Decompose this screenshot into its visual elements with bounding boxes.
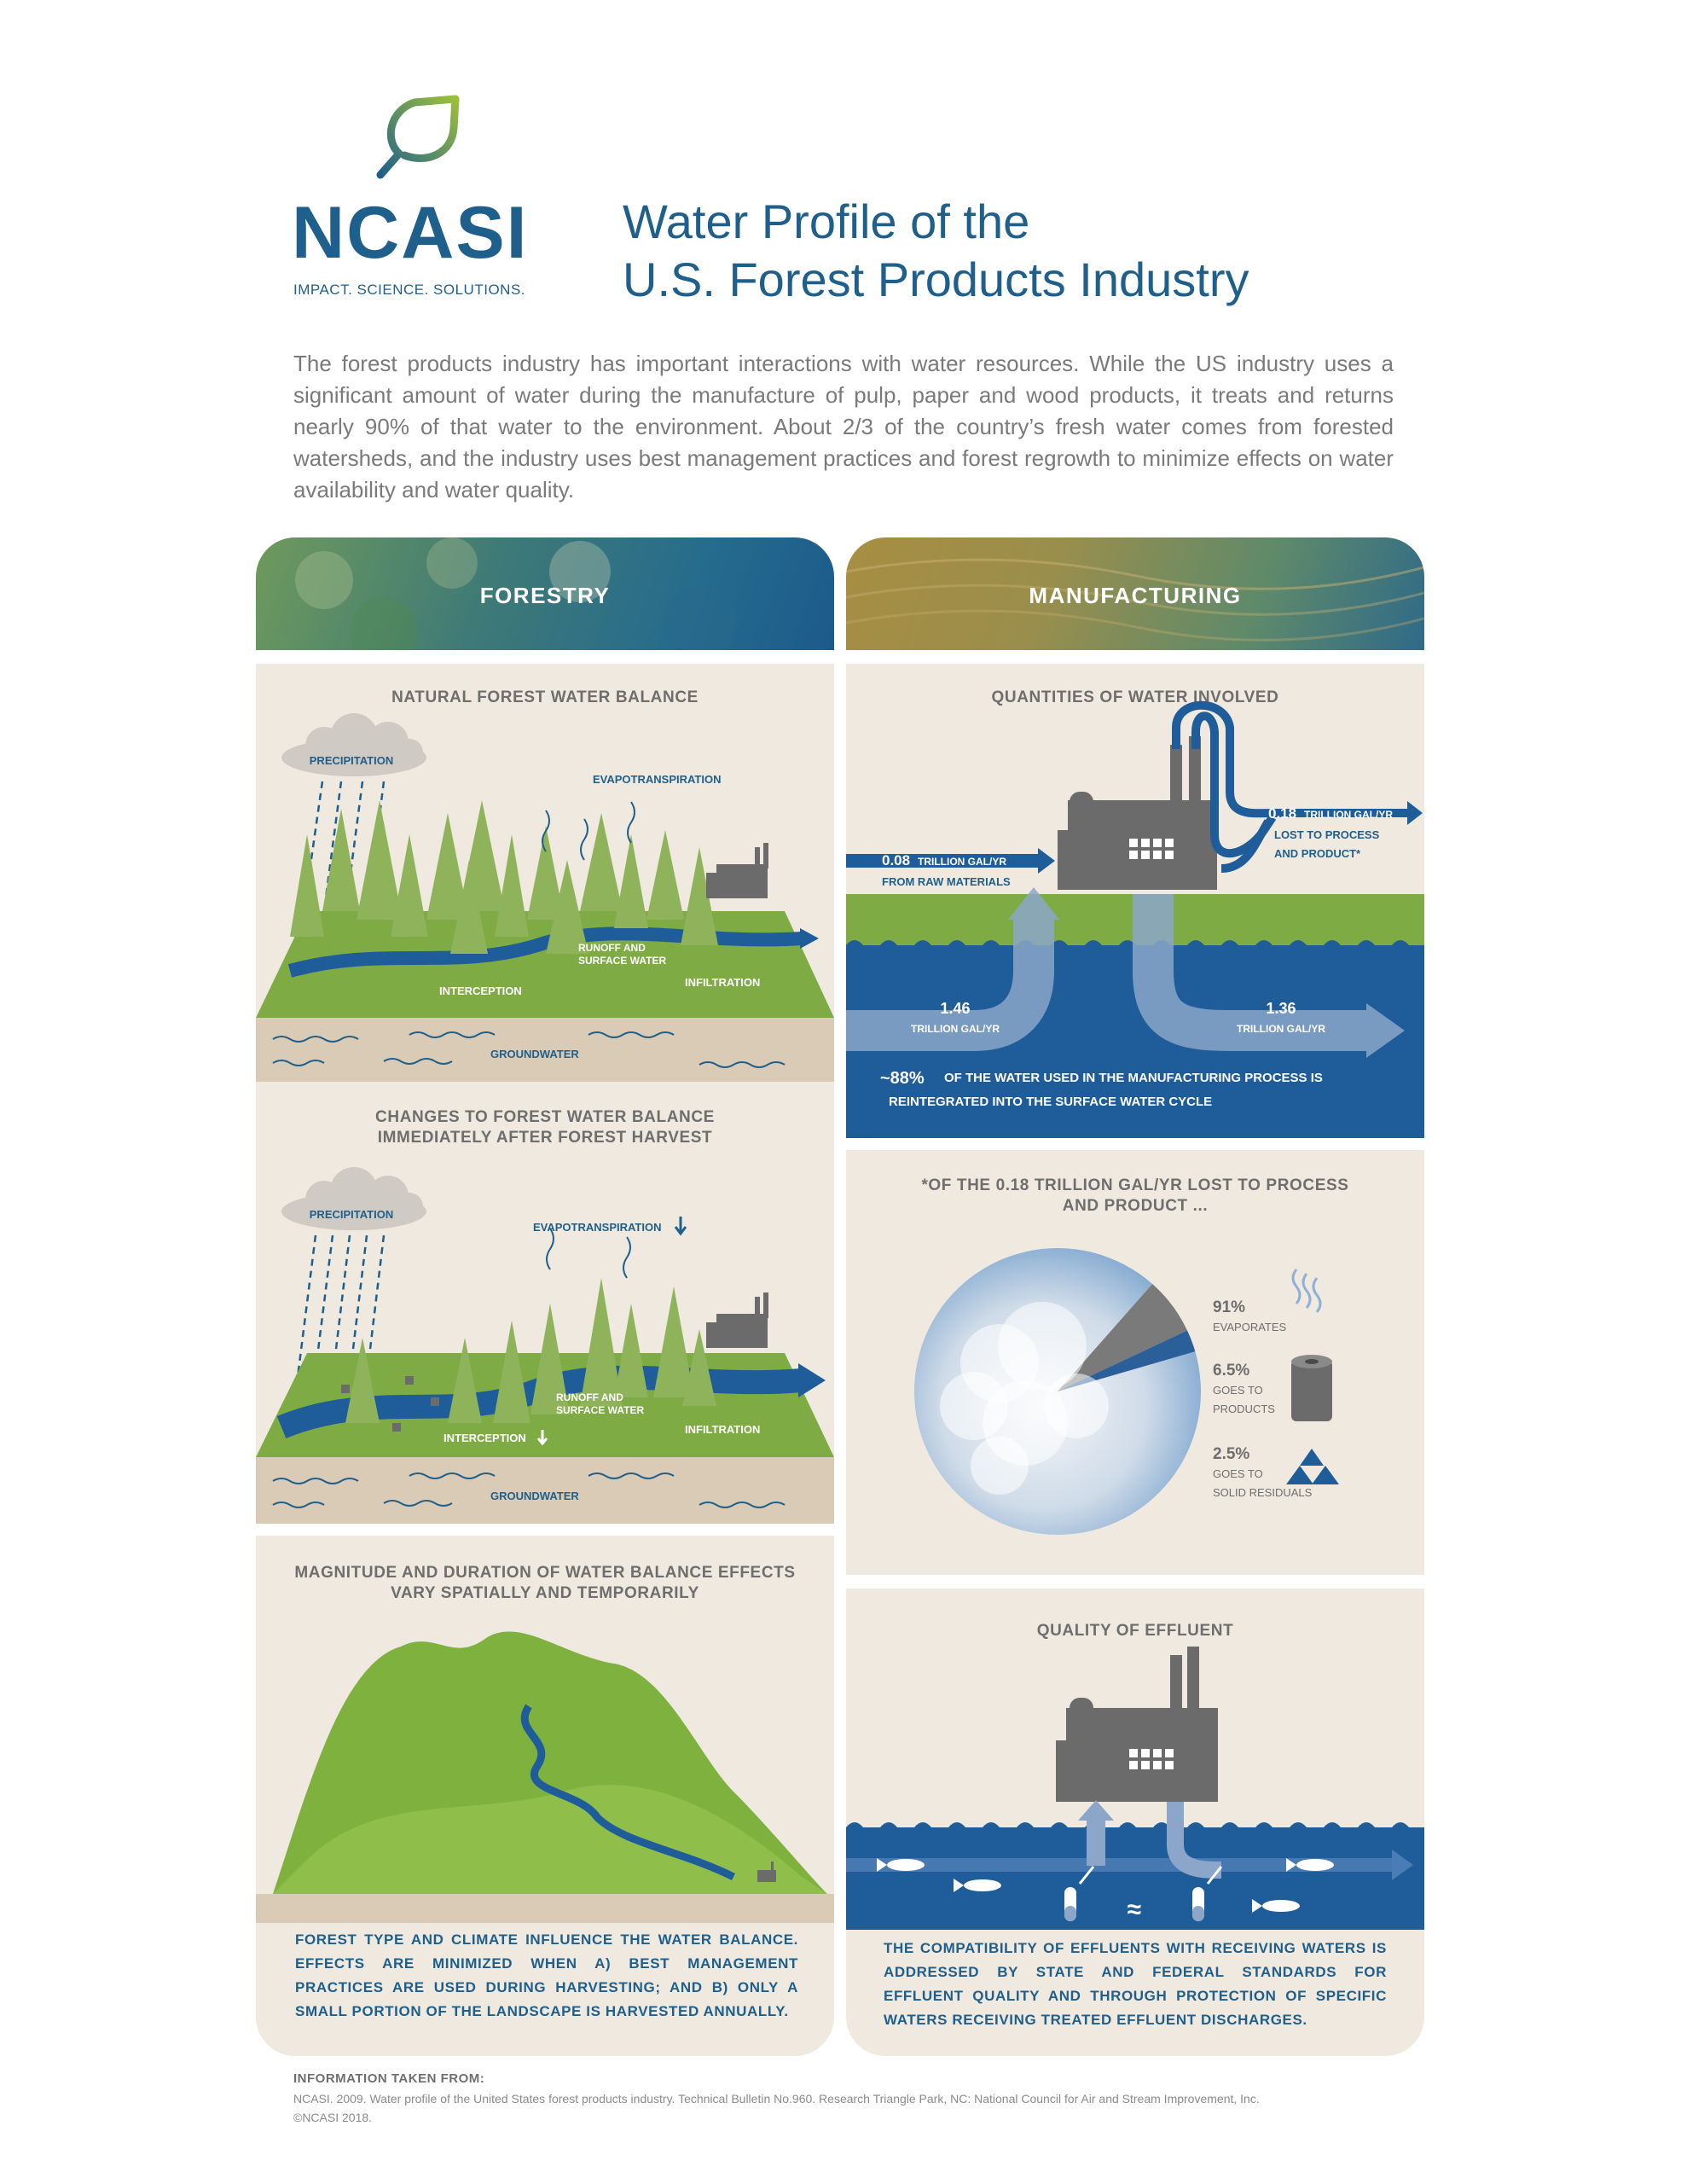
legend-pct-evaporates: 91% xyxy=(1213,1298,1246,1316)
reintegrated-text-2: REINTEGRATED INTO THE SURFACE WATER CYCLE xyxy=(889,1095,1213,1109)
lost-label-1: LOST TO PROCESS xyxy=(1274,828,1380,841)
legend-label-residuals-1: GOES TO xyxy=(1213,1467,1263,1480)
raw-label: FROM RAW MATERIALS xyxy=(882,875,1011,888)
forestry-header-label: FORESTRY xyxy=(479,583,611,608)
quality-title: QUALITY OF EFFLUENT xyxy=(1036,1622,1234,1640)
changes-title-line2: IMMEDIATELY AFTER FOREST HARVEST xyxy=(377,1129,713,1147)
intake-pipe xyxy=(1087,1819,1105,1866)
paper-roll-icon xyxy=(1291,1355,1332,1421)
magnitude-panel xyxy=(256,1536,834,2056)
lost-breakdown-title-1: *OF THE 0.18 TRILLION GAL/YR LOST TO PROCESS xyxy=(921,1176,1349,1194)
factory-icon xyxy=(1056,1647,1218,1802)
runoff-label-2: SURFACE WATER xyxy=(556,1404,645,1416)
natural-balance-panel xyxy=(256,664,834,1082)
decrease-arrow-icon xyxy=(675,1217,686,1234)
magnitude-title-line2: VARY SPATIALLY AND TEMPORARILY xyxy=(391,1584,699,1602)
natural-balance-title: NATURAL FOREST WATER BALANCE xyxy=(391,688,699,706)
raw-unit: TRILLION GAL/YR xyxy=(918,856,1006,868)
groundwater-label: GROUNDWATER xyxy=(490,1490,579,1502)
evapotranspiration-arrows xyxy=(542,802,635,860)
quality-panel xyxy=(846,1589,1424,2056)
precipitation-label: PRECIPITATION xyxy=(309,754,394,767)
factory-icon xyxy=(1058,736,1217,890)
discharge-unit: TRILLION GAL/YR xyxy=(1237,1023,1325,1035)
ncasi-leaf-logo-icon xyxy=(372,94,466,179)
evapotranspiration-arrows xyxy=(547,1228,630,1278)
quantities-title: QUANTITIES OF WATER INVOLVED xyxy=(991,688,1279,706)
reintegrated-text-1: OF THE WATER USED IN THE MANUFACTURING PROCESS IS xyxy=(944,1071,1323,1085)
intake-value: 1.46 xyxy=(940,1000,971,1017)
manufacturing-header xyxy=(846,537,1424,650)
lost-unit: TRILLION GAL/YR xyxy=(1304,809,1393,821)
raw-value: 0.08 xyxy=(882,852,911,868)
footer-copyright: ©NCASI 2018. xyxy=(293,2111,373,2124)
runoff-label-1: RUNOFF AND xyxy=(556,1391,623,1403)
reintegrated-percent: ~88% xyxy=(880,1069,925,1088)
lost-breakdown-panel xyxy=(846,1150,1424,1575)
approx-equal-icon: ≈ xyxy=(1127,1896,1142,1924)
soil xyxy=(256,1894,834,1923)
legend-pct-residuals: 2.5% xyxy=(1213,1445,1250,1463)
lost-arrow-head xyxy=(1407,801,1423,825)
factory-icon xyxy=(706,843,768,898)
logo-wordmark: NCASI xyxy=(292,192,529,274)
legend-label-residuals-2: SOLID RESIDUALS xyxy=(1213,1486,1313,1499)
infiltration-label: INFILTRATION xyxy=(685,976,761,989)
evapotranspiration-label: EVAPOTRANSPIRATION xyxy=(533,1221,662,1234)
cloud-puff xyxy=(1044,1374,1109,1438)
magnitude-title-line1: MAGNITUDE AND DURATION OF WATER BALANCE EFFECTS xyxy=(294,1564,796,1582)
natural-balance-diagram xyxy=(256,664,834,1082)
runoff-label-2: SURFACE WATER xyxy=(578,955,667,967)
lost-breakdown-title-2: AND PRODUCT ... xyxy=(1062,1197,1209,1215)
factory-icon xyxy=(706,1292,768,1348)
discharge-value: 1.36 xyxy=(1266,1000,1296,1017)
legend-label-products-1: GOES TO xyxy=(1213,1384,1263,1397)
changes-title-line1: CHANGES TO FOREST WATER BALANCE xyxy=(375,1108,715,1126)
lost-value: 0.18 xyxy=(1268,805,1297,822)
interception-label: INTERCEPTION xyxy=(443,1432,526,1444)
quantities-panel xyxy=(846,664,1424,1138)
precipitation-label: PRECIPITATION xyxy=(309,1208,394,1221)
page-title-line1: Water Profile of the xyxy=(623,195,1030,248)
solid-residuals-icon xyxy=(1286,1449,1339,1484)
legend-label-evaporates: EVAPORATES xyxy=(1213,1321,1287,1333)
groundwater-label: GROUNDWATER xyxy=(490,1048,579,1060)
water-quantities-diagram xyxy=(846,664,1424,1138)
forestry-header xyxy=(256,537,834,650)
footer-heading: INFORMATION TAKEN FROM: xyxy=(293,2071,485,2086)
cloud-puff xyxy=(971,1437,1029,1495)
lost-label-2: AND PRODUCT* xyxy=(1274,847,1361,860)
lost-breakdown-chart xyxy=(846,1150,1424,1575)
interception-label: INTERCEPTION xyxy=(439,985,522,997)
intro-paragraph: The forest products industry has important interactions with water resources. While the US industry uses a significant amount of water during the manufacture of pulp, paper and wood products, it treats and returns nearly 90% of that water to the environment. About 2/3 of the country’s fresh water comes from forested watersheds, and the industry uses best management practices and forest regrowth to minimize effects on water availability and water quality. xyxy=(293,351,1394,502)
steam-icon xyxy=(1293,1269,1320,1312)
lost-pie-chart xyxy=(914,1248,1201,1535)
quality-caption: THE COMPATIBILITY OF EFFLUENTS WITH RECEIVING WATERS IS ADDRESSED BY STATE AND FEDERAL STANDARDS FOR EFFLUENT QUALITY AND THROUGH PROTECTION OF SPECIFIC WATERS RECEIVING TREATED EFFLUENT DISCHARGES. xyxy=(884,1940,1387,2028)
magnitude-caption: FOREST TYPE AND CLIMATE INFLUENCE THE WATER BALANCE. EFFECTS ARE MINIMIZED WHEN A) BEST MANAGEMENT PRACTICES ARE USED DURING HARVESTING; AND B) ONLY A SMALL PORTION OF THE LANDSCAPE IS HARVESTED ANNUALLY. xyxy=(295,1931,798,2019)
intake-unit: TRILLION GAL/YR xyxy=(911,1023,1000,1035)
changes-balance-diagram xyxy=(256,1082,834,1524)
evapotranspiration-label: EVAPOTRANSPIRATION xyxy=(593,773,722,786)
legend-pct-products: 6.5% xyxy=(1213,1362,1250,1380)
changes-balance-panel xyxy=(256,1082,834,1524)
logo-tagline: IMPACT. SCIENCE. SOLUTIONS. xyxy=(293,282,526,298)
runoff-label-1: RUNOFF AND xyxy=(578,942,646,954)
footer-citation: NCASI. 2009. Water profile of the United States forest products industry. Technical Bulletin No.960. Research Triangle Park, NC: National Council for Air and Stream Improvement, Inc. xyxy=(293,2092,1260,2106)
infiltration-label: INFILTRATION xyxy=(685,1423,761,1436)
manufacturing-header-label: MANUFACTURING xyxy=(1029,583,1242,608)
legend-label-products-2: PRODUCTS xyxy=(1213,1403,1275,1415)
page-title-line2: U.S. Forest Products Industry xyxy=(623,253,1249,306)
